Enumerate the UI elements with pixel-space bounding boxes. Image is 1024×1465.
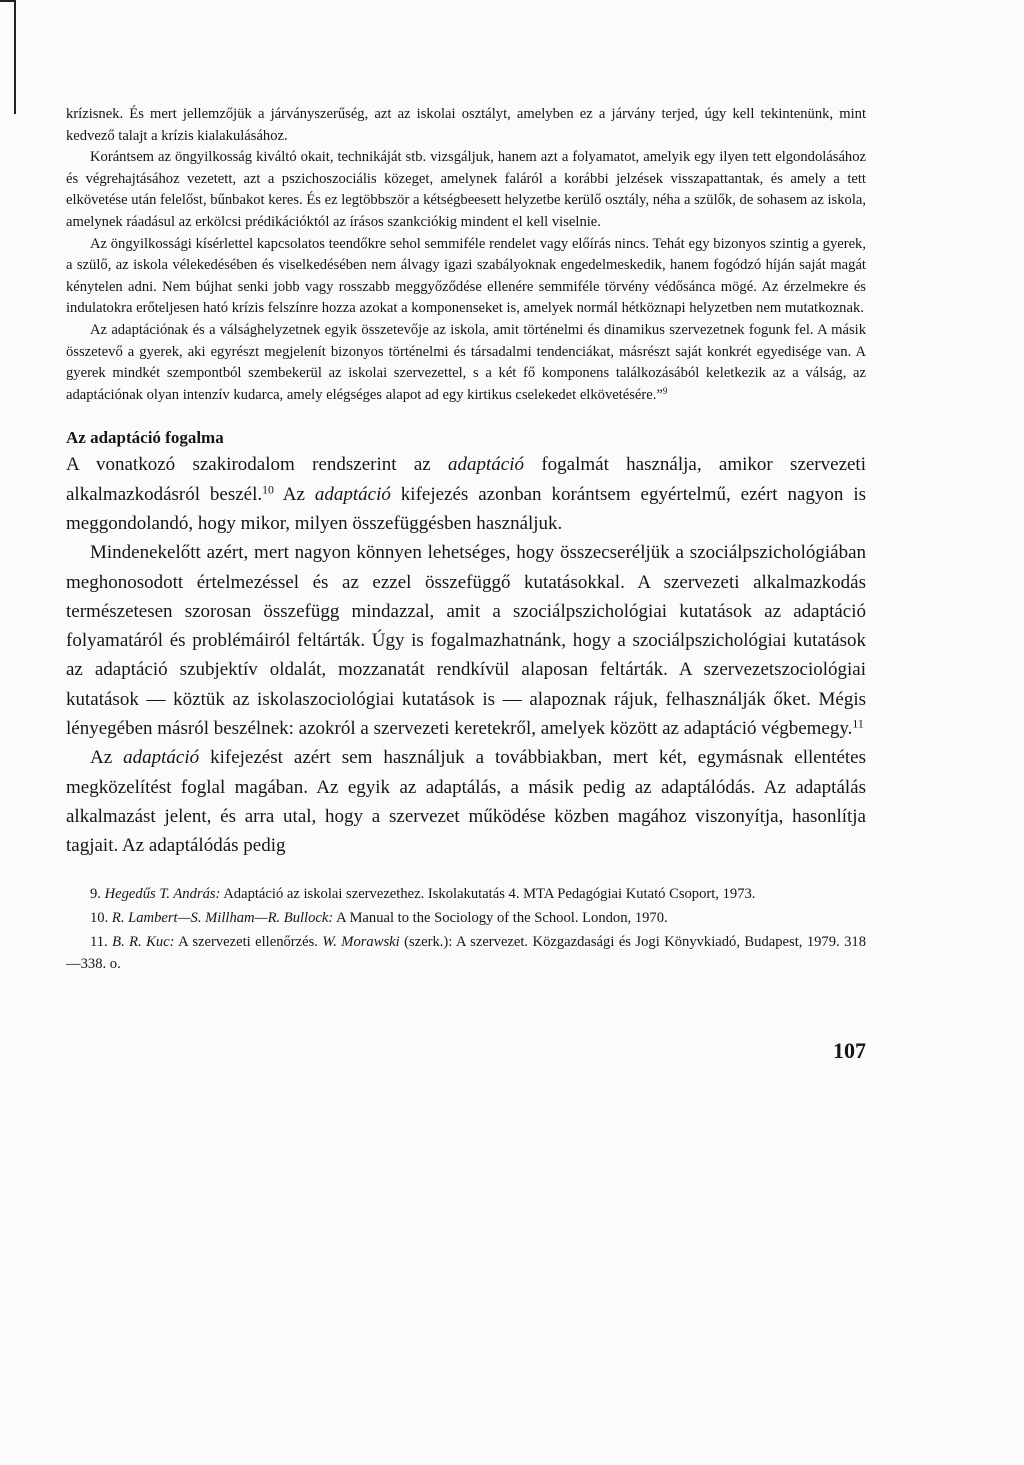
- footnote-text: Adaptáció az iskolai szervezethez. Iskolakutatás 4. MTA Pedagógiai Kutató Csoport, 1973.: [220, 886, 756, 903]
- body-p1-text-a: A vonatkozó szakirodalom rendszerint az: [66, 454, 449, 476]
- body-p1-text-d: kifejezés azonban korántsem egyértelmű, ezért nagyon is meggondolandó, hogy mikor, milyen összefüggésben használjuk.: [66, 483, 866, 534]
- body-p3-text-b: kifejezést azért sem használjuk a továbbiakban, mert két, egymásnak ellentétes megközelítést foglal magában. Az egyik az adaptálás, a másik pedig az adaptálódás. Az adaptálás alkalmazást jelent, és arra utal, hogy a szervezet működése közben magához viszonyítja, hasonlítja tagjait. Az adaptálódás pedig: [66, 747, 866, 857]
- footnote-text: A szervezeti ellenőrzés.: [174, 934, 323, 951]
- footnote-author: R. Lambert—S. Millham—R. Bullock:: [111, 910, 334, 927]
- quote-paragraph-4: [66, 320, 866, 406]
- quote-paragraph-4-text: Az adaptációnak és a válsághelyzetnek egyik összetevője az iskola, amit történelmi és dinamikus szervezetnek fogunk fel. A másik összetevő a gyerek, aki egyrészt megjelenít bizonyos történelmi és társadalmi tendenciákat, másrészt saját konkrét egyedisége van. A gyerek mindkét szempontból szembekerül az iskolai szervezettel, s a két fő komponens találkozásából keletkezik az a válság, az adaptációnak olyan intenzív kudarca, amely elégséges alapot ad egy kirtikus cselekedet elkövetésére.”: [66, 321, 866, 403]
- body-paragraph-1: [66, 450, 866, 538]
- footnote-editor: W. Morawski: [322, 934, 400, 951]
- footnote-10: [66, 908, 866, 930]
- footnote-ref-9: 9: [662, 385, 668, 396]
- footnote-9: [66, 884, 866, 906]
- body-paragraph-2: [66, 538, 866, 743]
- footnote-author: Hegedűs T. András:: [104, 886, 221, 903]
- footnote-text: (szerk.): A szervezet. Közgazdasági és Jogi Könyvkiadó, Budapest, 1979. 318—338. o.: [66, 934, 867, 972]
- term-adaptacio: adaptáció: [314, 483, 391, 505]
- footnote-number: 9.: [90, 886, 101, 903]
- body-p2-text: Mindenekelőtt azért, mert nagyon könnyen lehetséges, hogy összecseréljük a szociálpszichológiában meghonosodott értelmezéssel és az ezzel összefüggő kutatásokkal. A szervezeti alkalmazkodás természetesen szorosan összefügg mindazzal, amit a szociálpszichológiai kutatások az adaptáció folyamatáról és problémáiról feltárták. Úgy is fogalmazhatnánk, hogy a szociálpszichológiai kutatások az adaptáció szubjektív oldalát, mozzanatát rendkívül alaposan feltárták. A szervezetszociológiai kutatások — köztük az iskolaszociológiai kutatások is — alapoznak rájuk, felhasználják őket. Mégis lényegében másról beszélnek: azokról a szervezeti keretekről, amelyek között az adaptáció végbemegy.: [66, 542, 866, 739]
- footnote-author: B. R. Kuc:: [112, 934, 175, 951]
- footnote-number: 11.: [90, 934, 108, 951]
- quoted-passage: [66, 104, 866, 406]
- footnote-ref-11: 11: [852, 717, 864, 731]
- term-adaptacio: adaptáció: [448, 454, 525, 476]
- section-heading: Az adaptáció fogalma: [66, 428, 224, 448]
- footnote-ref-10: 10: [262, 483, 274, 497]
- footnote-text: A Manual to the Sociology of the School. London, 1970.: [333, 910, 668, 927]
- body-paragraph-3: [66, 743, 866, 860]
- scan-edge-mark: [0, 0, 16, 114]
- quote-paragraph-1: krízisnek. És mert jellemzőjük a járványszerűség, azt az iskolai osztályt, amelyben ez a járvány terjed, úgy kell tekintenünk, mint kedvező talajt a krízis kialakulásához.: [66, 106, 866, 144]
- body-p3-text-a: Az: [90, 747, 124, 769]
- body-text: [66, 450, 866, 860]
- footnote-11: [66, 932, 866, 976]
- body-p1-text-b: fogalmát használja, amikor szervezeti alkalmazkodásról beszél.: [66, 454, 866, 505]
- quote-paragraph-2: Korántsem az öngyilkosság kiváltó okait, technikáját stb. vizsgáljuk, hanem azt a folyamatot, amelyik egy ilyen tett elgondolásához és végrehajtásához vezetett, azt a pszichoszociális közeget, amelynek faláról a korábbi jelzések visszapattantak, és amely a tett elkövetése után felelőst, bűnbakot keres. És ez legtöbbször a kétségbeesett helyzetbe kerülő osztály, néha a szülők, de sohasem az iskola, amelynek ráadásul az erkölcsi prédikációktól az írásos szankciókig mindent el kell viselnie.: [66, 149, 866, 230]
- body-p1-text-c: Az: [273, 483, 315, 505]
- page-number: 107: [833, 1038, 866, 1063]
- footnote-number: 10.: [90, 910, 109, 927]
- footnotes: [66, 884, 866, 975]
- term-adaptacio: adaptáció: [123, 747, 200, 769]
- page-content: [66, 104, 866, 978]
- quote-paragraph-3: Az öngyilkossági kísérlettel kapcsolatos teendőkre sehol semmiféle rendelet vagy előírás nincs. Tehát egy bizonyos szintig a gyerek, a szülő, az iskola vélekedésében és viselkedésében nem álvagy igazi szabályoknak engedelmeskedik, hanem fogódzó híján saját magát kénytelen adni. Nem bújhat senki jobb vagy rosszabb meggyőződése ellenére semmiféle törvény védősánca mögé. Az érzelmekre és indulatokra erőteljesen ható krízis felszínre hozza azokat a komponenseket is, amelyek normál hétköznapi helyzetben nem mutatkoznak.: [66, 235, 866, 317]
